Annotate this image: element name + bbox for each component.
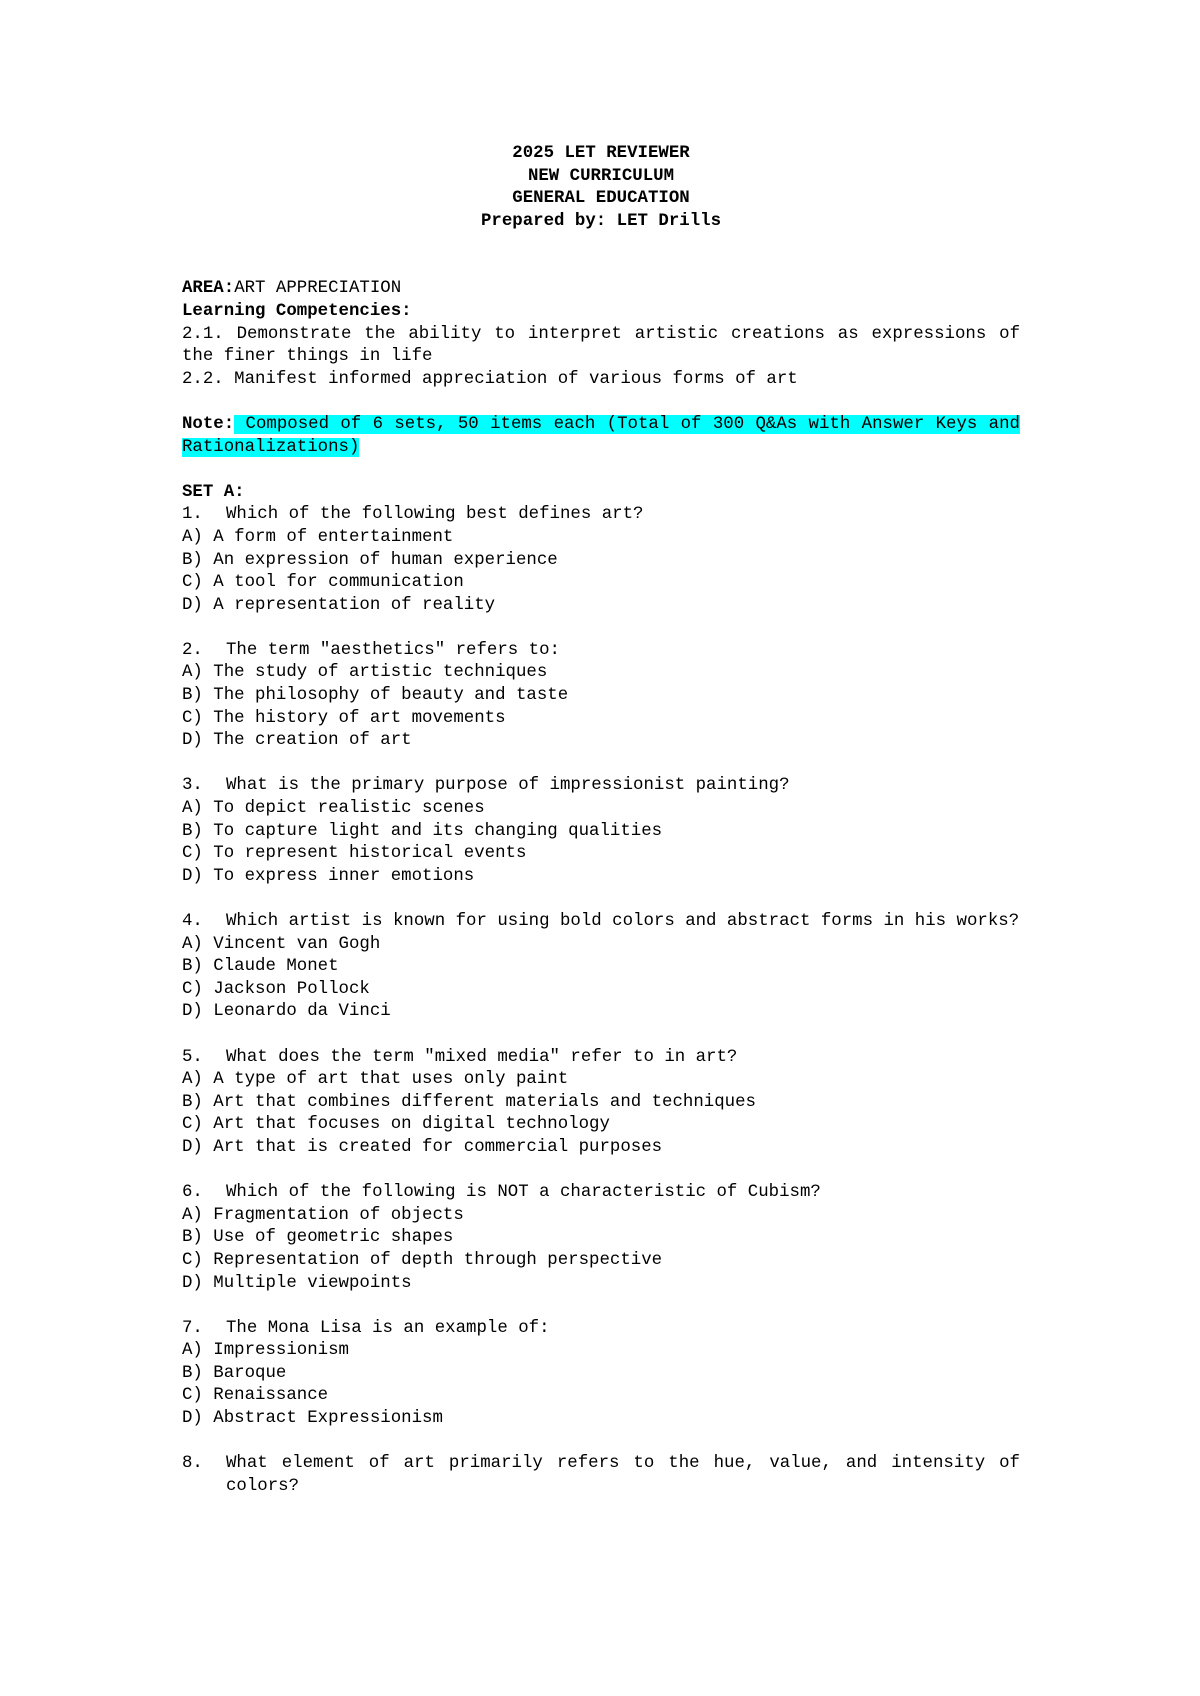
answer-option: A) Vincent van Gogh [182,934,381,954]
question-number: 8. [182,1454,203,1474]
question-block [182,1318,1020,1431]
answer-option: A) Impressionism [182,1341,349,1361]
question-text: The term "aesthetics" refers to: [226,640,560,660]
answer-option: C) To represent historical events [182,844,527,864]
note-label: Note: [182,414,235,434]
header-subtitle: NEW CURRICULUM [527,166,675,186]
answer-option: A) A type of art that uses only paint [182,1070,569,1090]
answer-option: A) Fragmentation of objects [182,1205,464,1225]
answer-option: B) The philosophy of beauty and taste [182,686,569,706]
area-label: AREA: [182,279,235,299]
answer-option: C) Jackson Pollock [182,979,370,999]
answer-option: D) To express inner emotions [182,866,475,886]
question-text: What is the primary purpose of impressionist painting? [226,776,790,796]
question-text: Which of the following best defines art? [226,505,644,525]
question-number: 4. [182,912,203,931]
question-number: 2. [182,640,203,660]
answer-option: B) To capture light and its changing qualities [182,821,663,841]
competencies-heading: Learning Competencies: [182,301,412,321]
question-block [182,504,1020,617]
question-block [182,1453,1020,1498]
answer-option: C) Renaissance [182,1386,329,1406]
question-block [182,1047,1020,1160]
question-number: 6. [182,1183,203,1203]
answer-option: B) Claude Monet [182,957,339,977]
question-number: 3. [182,776,203,796]
header-author: Prepared by: LET Drills [480,211,722,231]
answer-option: B) Use of geometric shapes [182,1228,454,1248]
answer-option: A) The study of artistic techniques [182,663,548,683]
answer-option: D) Abstract Expressionism [182,1409,443,1429]
question-block [182,1182,1020,1295]
document-header [182,143,1020,233]
answer-option: C) Representation of depth through perspective [182,1250,663,1270]
area-line [182,278,1020,301]
answer-option: D) Leonardo da Vinci [182,1002,391,1022]
answer-option: B) An expression of human experience [182,550,558,570]
question-number: 1. [182,505,203,525]
answer-option: C) A tool for communication [182,573,464,593]
answer-option: A) To depict realistic scenes [182,799,485,819]
header-title: 2025 LET REVIEWER [512,144,690,163]
answer-option: D) Art that is created for commercial purposes [182,1137,663,1157]
question-block [182,911,1020,1024]
answer-option: B) Baroque [182,1363,287,1383]
set-title: SET A: [182,482,245,502]
answer-option: D) A representation of reality [182,595,496,615]
question-text: Which of the following is NOT a characteristic of Cubism? [226,1183,821,1203]
answer-option: D) The creation of art [182,731,412,751]
question-block [182,640,1020,753]
area-value: ART APPRECIATION [234,279,402,299]
document-page [182,143,1020,1498]
question-text: Which artist is known for using bold colors and abstract forms in his works? [226,912,1020,931]
question-list [182,504,1020,1498]
answer-option: C) Art that focuses on digital technology [182,1115,610,1135]
question-text: What element of art primarily refers to the hue, value, and intensity of colors? [226,1454,1020,1496]
question-text: The Mona Lisa is an example of: [226,1318,550,1338]
question-text: What does the term "mixed media" refer to in art? [226,1047,738,1067]
header-category: GENERAL EDUCATION [512,189,690,209]
question-number: 5. [182,1047,203,1067]
competency-item: 2.2. Manifest informed appreciation of various forms of art [182,369,798,389]
competency-item: 2.1. Demonstrate the ability to interpret artistic creations as expressions of the finer things in life [182,324,1020,367]
question-number: 7. [182,1318,203,1338]
answer-option: C) The history of art movements [182,708,506,728]
question-block [182,775,1020,888]
note-paragraph [182,414,1020,459]
answer-option: A) A form of entertainment [182,527,454,547]
answer-option: D) Multiple viewpoints [182,1273,412,1293]
note-highlight: Composed of 6 sets, 50 items each (Total of 300 Q&As with Answer Keys and Rationalizations) [182,414,1020,457]
answer-option: B) Art that combines different materials and techniques [182,1092,756,1112]
